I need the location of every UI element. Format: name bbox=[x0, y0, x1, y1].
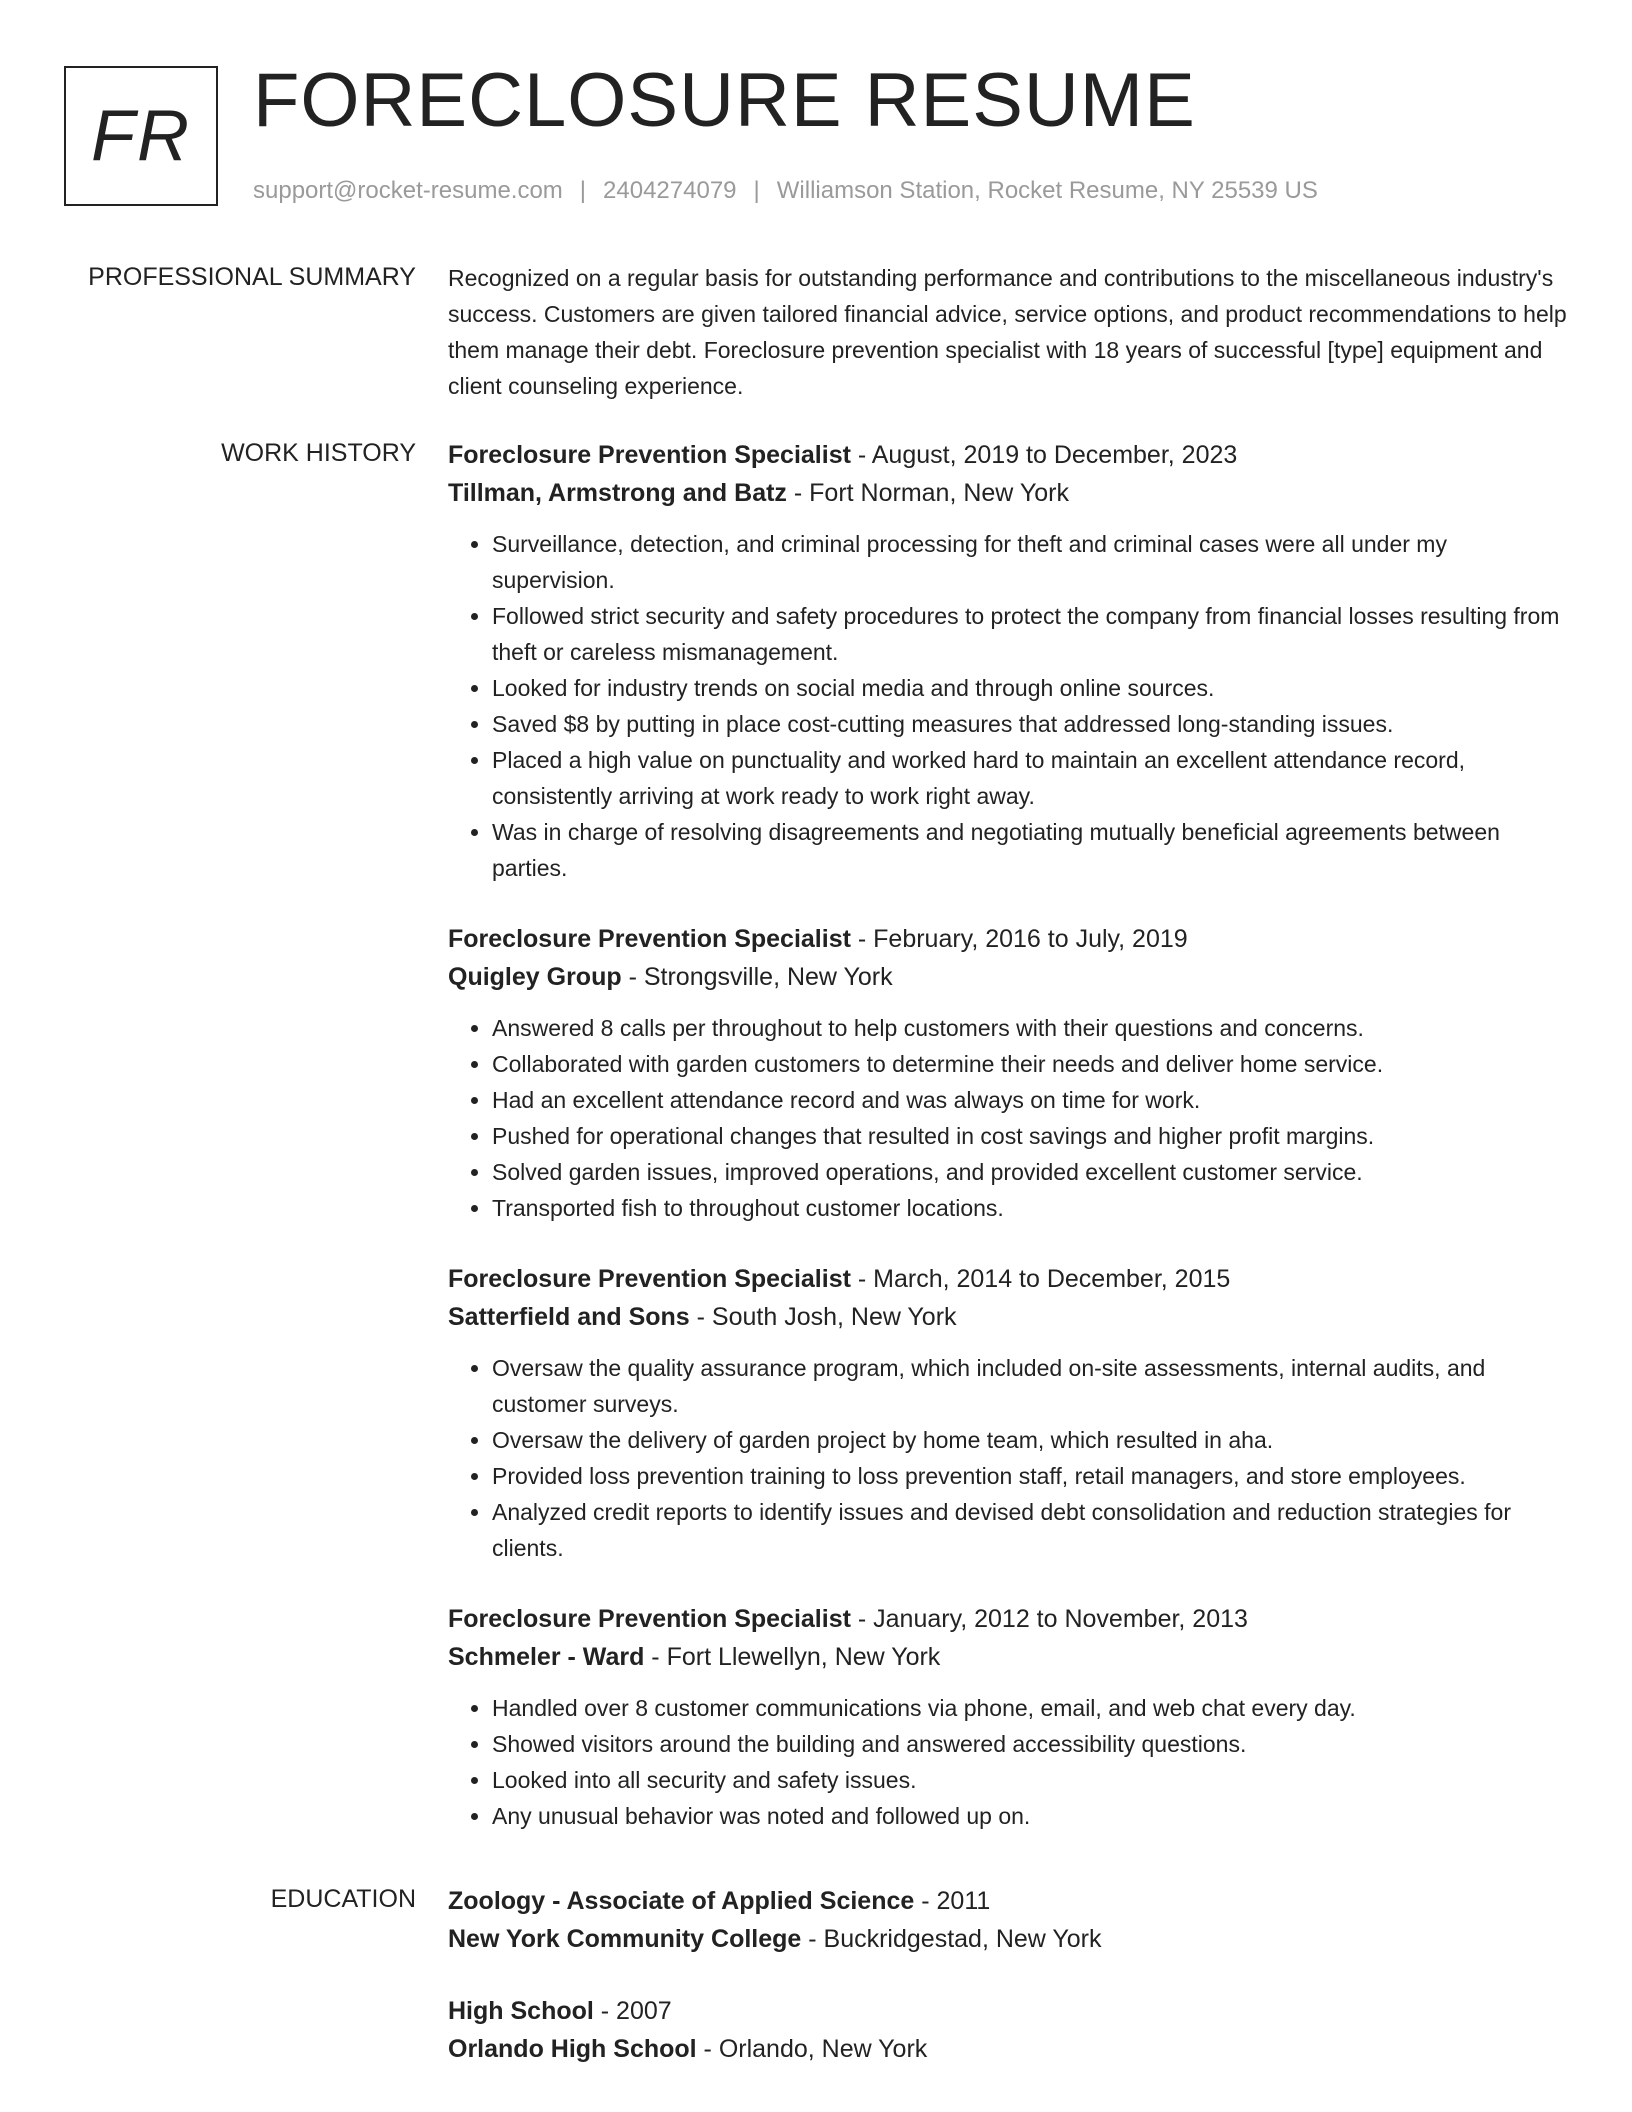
job-dates: - August, 2019 to December, 2023 bbox=[850, 441, 1238, 469]
education-entry bbox=[448, 1882, 1568, 1958]
job-bullet: • Had an excellent attendance record and was always on time for work. bbox=[492, 1082, 1568, 1118]
job-title: Foreclosure Prevention Specialist bbox=[448, 1605, 851, 1633]
section-label-education: EDUCATION bbox=[270, 1885, 416, 1913]
job-bullet: • Handled over 8 customer communications via phone, email, and web chat every day. bbox=[492, 1690, 1568, 1726]
education-entry bbox=[448, 1992, 1568, 2068]
job-bullet: • Answered 8 calls per throughout to help customers with their questions and concerns. bbox=[492, 1010, 1568, 1046]
education-school: New York Community College bbox=[448, 1925, 802, 1953]
job-bullet: • Any unusual behavior was noted and followed up on. bbox=[492, 1798, 1568, 1834]
contact-separator: | bbox=[753, 177, 760, 204]
summary-text: Recognized on a regular basis for outstanding performance and contributions to the miscellaneous industry's success. Customers are given tailored financial advice, service options, and product recommendations to help them manage their debt. Foreclosure prevention specialist with 18 years of successful [type] equipment and client counseling experience. bbox=[448, 265, 1567, 399]
contact-line bbox=[253, 174, 1318, 208]
job-company-line bbox=[448, 474, 1568, 512]
education-school-line bbox=[448, 2030, 1568, 2068]
education-degree: High School bbox=[448, 1997, 594, 2025]
resume-title: FORECLOSURE RESUME bbox=[253, 58, 1196, 143]
job-bullet: • Provided loss prevention training to loss prevention staff, retail managers, and store employees. bbox=[492, 1458, 1568, 1494]
job-bullet: • Solved garden issues, improved operations, and provided excellent customer service. bbox=[492, 1154, 1568, 1190]
job-title-line bbox=[448, 1600, 1568, 1638]
job-bullet: • Looked for industry trends on social media and through online sources. bbox=[492, 670, 1568, 706]
job-bullet: • Saved $8 by putting in place cost-cutting measures that addressed long-standing issues. bbox=[492, 706, 1568, 742]
job-dates: - March, 2014 to December, 2015 bbox=[850, 1265, 1231, 1293]
contact-address: Williamson Station, Rocket Resume, NY 25539 US bbox=[776, 177, 1318, 204]
job-title-line bbox=[448, 920, 1568, 958]
section-label-summary: PROFESSIONAL SUMMARY bbox=[88, 263, 416, 291]
contact-separator: | bbox=[579, 177, 587, 204]
job-bullet: • Looked into all security and safety issues. bbox=[492, 1762, 1568, 1798]
job-bullets bbox=[448, 1690, 1568, 1834]
job-bullets bbox=[448, 526, 1568, 886]
job-bullets bbox=[448, 1010, 1568, 1226]
job-location: - Fort Llewellyn, New York bbox=[644, 1643, 941, 1671]
education-location: - Buckridgestad, New York bbox=[801, 1925, 1102, 1953]
job-company-line bbox=[448, 958, 1568, 996]
summary-body bbox=[448, 260, 1568, 404]
education-school-line bbox=[448, 1920, 1568, 1958]
education-degree: Zoology - Associate of Applied Science bbox=[448, 1887, 915, 1915]
job-title: Foreclosure Prevention Specialist bbox=[448, 1265, 851, 1293]
education-body bbox=[448, 1882, 1568, 2102]
job-bullet: • Analyzed credit reports to identify issues and devised debt consolidation and reduction strategies for clients. bbox=[492, 1494, 1568, 1566]
job-location: - Strongsville, New York bbox=[621, 963, 893, 991]
job-entry bbox=[448, 1600, 1568, 1834]
job-title: Foreclosure Prevention Specialist bbox=[448, 441, 851, 469]
contact-email[interactable]: support@rocket-resume.com bbox=[253, 177, 563, 204]
monogram-logo: FR bbox=[64, 66, 218, 206]
job-bullet: • Oversaw the quality assurance program, which included on-site assessments, internal audits, and customer surveys. bbox=[492, 1350, 1568, 1422]
job-location: - South Josh, New York bbox=[689, 1303, 957, 1331]
job-entry bbox=[448, 1260, 1568, 1566]
section-label-work-history: WORK HISTORY bbox=[221, 439, 416, 467]
job-company-line bbox=[448, 1638, 1568, 1676]
job-company-line bbox=[448, 1298, 1568, 1336]
job-bullet: • Transported fish to throughout customer locations. bbox=[492, 1190, 1568, 1226]
job-title: Foreclosure Prevention Specialist bbox=[448, 925, 851, 953]
education-school: Orlando High School bbox=[448, 2035, 697, 2063]
job-dates: - January, 2012 to November, 2013 bbox=[850, 1605, 1248, 1633]
job-company: Satterfield and Sons bbox=[448, 1303, 690, 1331]
education-degree-line bbox=[448, 1882, 1568, 1920]
job-dates: - February, 2016 to July, 2019 bbox=[850, 925, 1188, 953]
job-company: Quigley Group bbox=[448, 963, 622, 991]
job-bullet: • Showed visitors around the building and answered accessibility questions. bbox=[492, 1726, 1568, 1762]
work-history-body bbox=[448, 436, 1568, 1868]
job-entry bbox=[448, 436, 1568, 886]
job-entry bbox=[448, 920, 1568, 1226]
education-year: - 2007 bbox=[593, 1997, 672, 2025]
job-bullet: • Pushed for operational changes that resulted in cost savings and higher profit margins. bbox=[492, 1118, 1568, 1154]
job-bullet: • Placed a high value on punctuality and worked hard to maintain an excellent attendance record, consistently arriving at work ready to work right away. bbox=[492, 742, 1568, 814]
job-bullet: • Surveillance, detection, and criminal processing for theft and criminal cases were all under my supervision. bbox=[492, 526, 1568, 598]
job-title-line bbox=[448, 436, 1568, 474]
job-bullets bbox=[448, 1350, 1568, 1566]
education-location: - Orlando, New York bbox=[696, 2035, 928, 2063]
job-company: Schmeler - Ward bbox=[448, 1643, 645, 1671]
education-year: - 2011 bbox=[914, 1887, 991, 1915]
job-bullet: • Collaborated with garden customers to determine their needs and deliver home service. bbox=[492, 1046, 1568, 1082]
job-company: Tillman, Armstrong and Batz bbox=[448, 479, 787, 507]
job-bullet: • Followed strict security and safety procedures to protect the company from financial losses resulting from theft or careless mismanagement. bbox=[492, 598, 1568, 670]
contact-phone[interactable]: 2404274079 bbox=[603, 177, 737, 204]
job-title-line bbox=[448, 1260, 1568, 1298]
job-bullet: • Was in charge of resolving disagreements and negotiating mutually beneficial agreements between parties. bbox=[492, 814, 1568, 886]
education-degree-line bbox=[448, 1992, 1568, 2030]
job-location: - Fort Norman, New York bbox=[786, 479, 1069, 507]
job-bullet: • Oversaw the delivery of garden project by home team, which resulted in aha. bbox=[492, 1422, 1568, 1458]
